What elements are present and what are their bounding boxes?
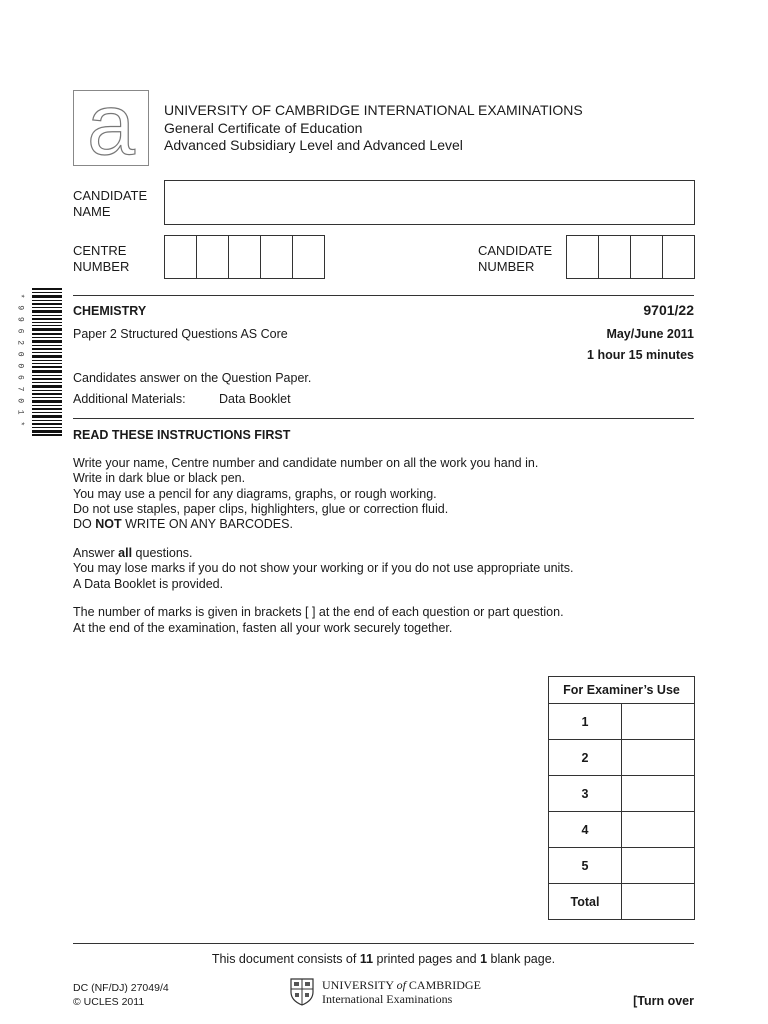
- question-number: 2: [549, 740, 622, 776]
- text: printed pages and: [373, 952, 481, 966]
- header-line-1: UNIVERSITY OF CAMBRIDGE INTERNATIONAL EXAMINATIONS: [164, 102, 583, 118]
- mark-cell[interactable]: [622, 812, 695, 848]
- instruction-line: At the end of the examination, fasten all your work securely together.: [73, 621, 453, 635]
- session: May/June 2011: [606, 327, 694, 341]
- barcode-digits: * 9 9 6 2 0 0 6 7 0 1 *: [15, 293, 25, 428]
- header-line-2: General Certificate of Education: [164, 120, 363, 136]
- cambridge-logo: [290, 978, 480, 1008]
- emphasis: all: [118, 546, 133, 560]
- centre-number-field[interactable]: [164, 235, 325, 279]
- instruction-line-answer: [73, 546, 193, 561]
- cambridge-logo-line-1: [322, 978, 481, 992]
- question-number: 1: [549, 704, 622, 740]
- instruction-line: Write your name, Centre number and candidate number on all the work you hand in.: [73, 456, 539, 470]
- instruction-line: Write in dark blue or black pen.: [73, 471, 246, 485]
- duration: 1 hour 15 minutes: [587, 348, 694, 362]
- exam-board-logo: [73, 77, 149, 173]
- text: questions.: [132, 546, 193, 560]
- examiner-use-table: [548, 676, 695, 920]
- mark-cell[interactable]: [622, 704, 695, 740]
- candidate-name-field[interactable]: [164, 180, 695, 225]
- header-line-3: Advanced Subsidiary Level and Advanced Level: [164, 137, 463, 153]
- mark-cell[interactable]: [622, 848, 695, 884]
- instruction-line: A Data Booklet is provided.: [73, 577, 224, 591]
- instruction-line: You may lose marks if you do not show your working or if you do not use appropriate units.: [73, 561, 574, 575]
- text: blank page.: [487, 952, 556, 966]
- centre-number-label-1: CENTRE: [73, 243, 127, 258]
- total-mark-cell[interactable]: [622, 884, 695, 920]
- instruction-line-barcodes: [73, 517, 293, 532]
- candidate-number-field[interactable]: [566, 235, 695, 279]
- examiner-table-heading: For Examiner’s Use: [549, 677, 695, 704]
- divider-bottom: [73, 943, 694, 944]
- logo-letter: a: [87, 77, 135, 173]
- candidate-name-label-2: NAME: [73, 204, 111, 219]
- total-label: Total: [549, 884, 622, 920]
- page-count: [73, 952, 694, 967]
- centre-number-label-2: NUMBER: [73, 259, 130, 274]
- materials-value: Data Booklet: [219, 392, 291, 406]
- divider-top: [73, 295, 694, 296]
- paper-title: Paper 2 Structured Questions AS Core: [73, 327, 288, 341]
- answer-on: Candidates answer on the Question Paper.: [73, 371, 312, 385]
- text: Answer: [73, 546, 119, 560]
- document-ref: DC (NF/DJ) 27049/4: [73, 982, 169, 994]
- emphasis: NOT: [95, 517, 122, 531]
- candidate-number-label-1: CANDIDATE: [478, 243, 553, 258]
- turn-over: [Turn over: [633, 994, 694, 1008]
- text: of: [396, 978, 406, 992]
- materials-label: Additional Materials:: [73, 392, 186, 406]
- subject: CHEMISTRY: [73, 304, 147, 318]
- divider-middle: [73, 418, 694, 419]
- instruction-line: You may use a pencil for any diagrams, graphs, or rough working.: [73, 487, 437, 501]
- copyright: © UCLES 2011: [73, 996, 145, 1008]
- emphasis: 11: [359, 952, 374, 966]
- paper-code: 9701/22: [643, 302, 694, 318]
- question-number: 5: [549, 848, 622, 884]
- emphasis: 1: [480, 952, 488, 966]
- candidate-number-label-2: NUMBER: [478, 259, 535, 274]
- question-number: 3: [549, 776, 622, 812]
- barcode: [32, 288, 62, 436]
- crest-icon: [290, 978, 314, 1006]
- candidate-name-label-1: CANDIDATE: [73, 188, 148, 203]
- question-number: 4: [549, 812, 622, 848]
- cambridge-logo-line-2: International Examinations: [322, 992, 453, 1006]
- instruction-line: Do not use staples, paper clips, highlighters, glue or correction fluid.: [73, 502, 449, 516]
- instructions-heading: READ THESE INSTRUCTIONS FIRST: [73, 428, 291, 442]
- text: This document consists of: [211, 952, 360, 966]
- text: DO: [73, 517, 96, 531]
- text: WRITE ON ANY BARCODES.: [121, 517, 293, 531]
- instruction-line: The number of marks is given in brackets [ ] at the end of each question or part question.: [73, 605, 564, 619]
- mark-cell[interactable]: [622, 776, 695, 812]
- text: CAMBRIDGE: [408, 978, 481, 992]
- text: UNIVERSITY: [322, 978, 394, 992]
- mark-cell[interactable]: [622, 740, 695, 776]
